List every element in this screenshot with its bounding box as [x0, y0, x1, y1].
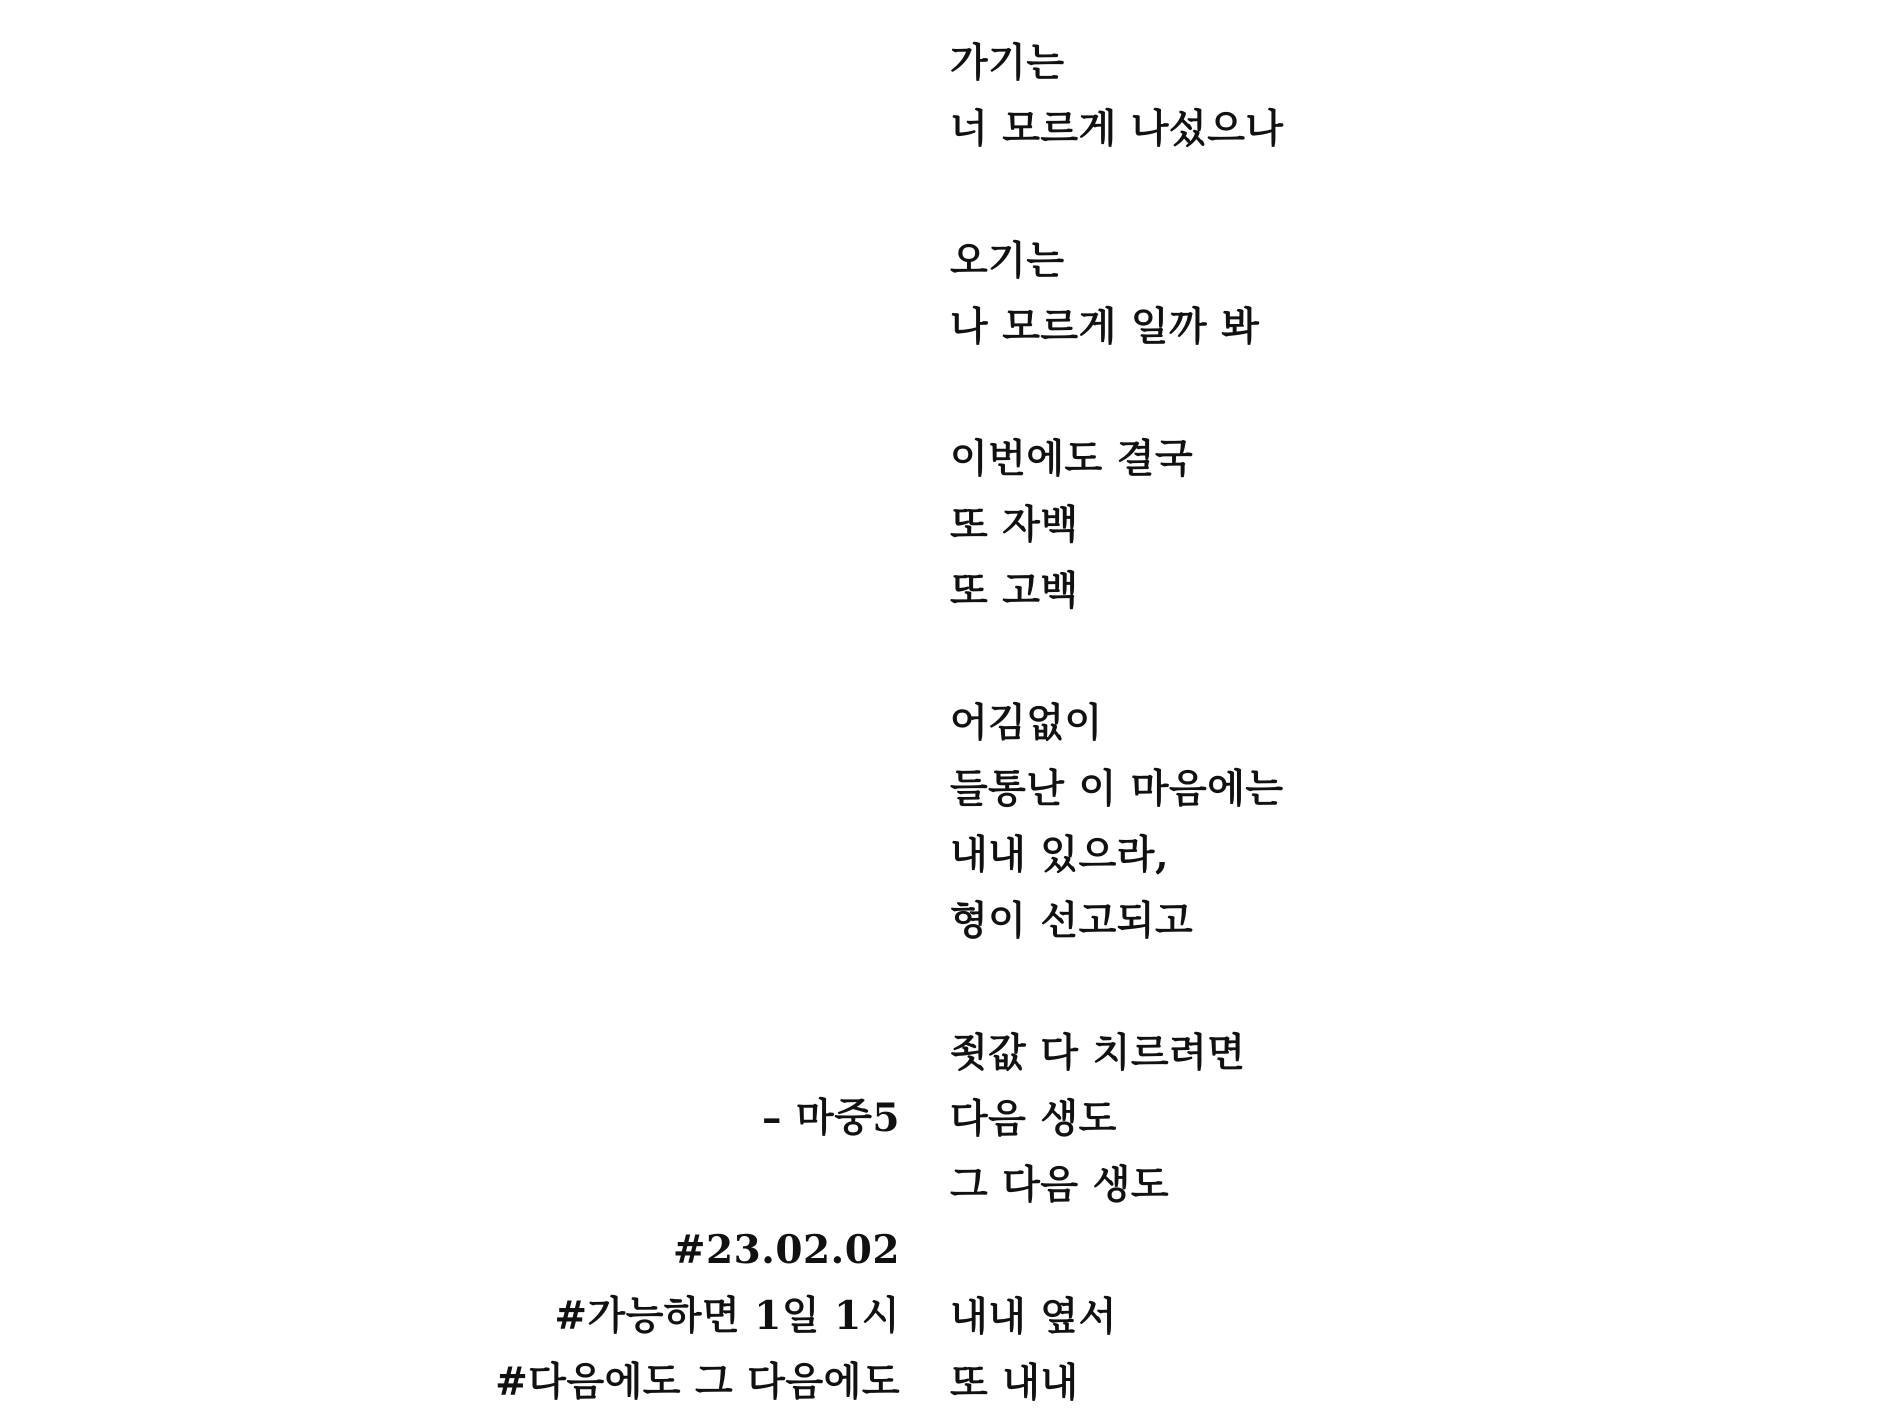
date-hashtag: #23.02.02: [672, 1227, 900, 1273]
stanza-5: [950, 1020, 1850, 1218]
poem-line: 또 내내: [950, 1360, 1079, 1406]
stanza-gap: [950, 162, 1850, 228]
poem-line: 다음 생도: [950, 1096, 1117, 1142]
poem-line: 죗값 다 치르려면: [950, 1030, 1246, 1076]
stanza-4: [950, 690, 1850, 954]
poem-line: 너 모르게 나섰으나: [950, 106, 1284, 152]
stanza-6: [950, 1284, 1850, 1416]
stanza-gap: [950, 954, 1850, 1020]
poem-line: 내내 옆서: [950, 1294, 1117, 1340]
stanza-2: [950, 228, 1850, 360]
poem-line: 나 모르게 일까 봐: [950, 304, 1260, 350]
author-signature: – 마중5: [761, 1095, 900, 1141]
stanza-gap: [950, 624, 1850, 690]
poem-line: 어김없이: [950, 700, 1103, 746]
poem-line: 내내 있으라,: [950, 832, 1170, 878]
poem: [950, 30, 1850, 1416]
poem-line: 또 고백: [950, 568, 1079, 614]
poem-line: 이번에도 결국: [950, 436, 1194, 482]
stanza-1: [950, 30, 1850, 162]
stanza-gap: [950, 360, 1850, 426]
next-hashtag: #다음에도 그 다음에도: [495, 1359, 900, 1405]
stanza-3: [950, 426, 1850, 624]
daily-hashtag: #가능하면 1일 1시: [554, 1293, 900, 1339]
poem-line: 또 자백: [950, 502, 1079, 548]
poem-line: 형이 선고되고: [950, 898, 1194, 944]
poem-line: 그 다음 생도: [950, 1162, 1170, 1208]
poem-line: 들통난 이 마음에는: [950, 766, 1284, 812]
poem-line: 가기는: [950, 40, 1065, 86]
poem-line: 오기는: [950, 238, 1065, 284]
stanza-gap: [950, 1218, 1850, 1284]
